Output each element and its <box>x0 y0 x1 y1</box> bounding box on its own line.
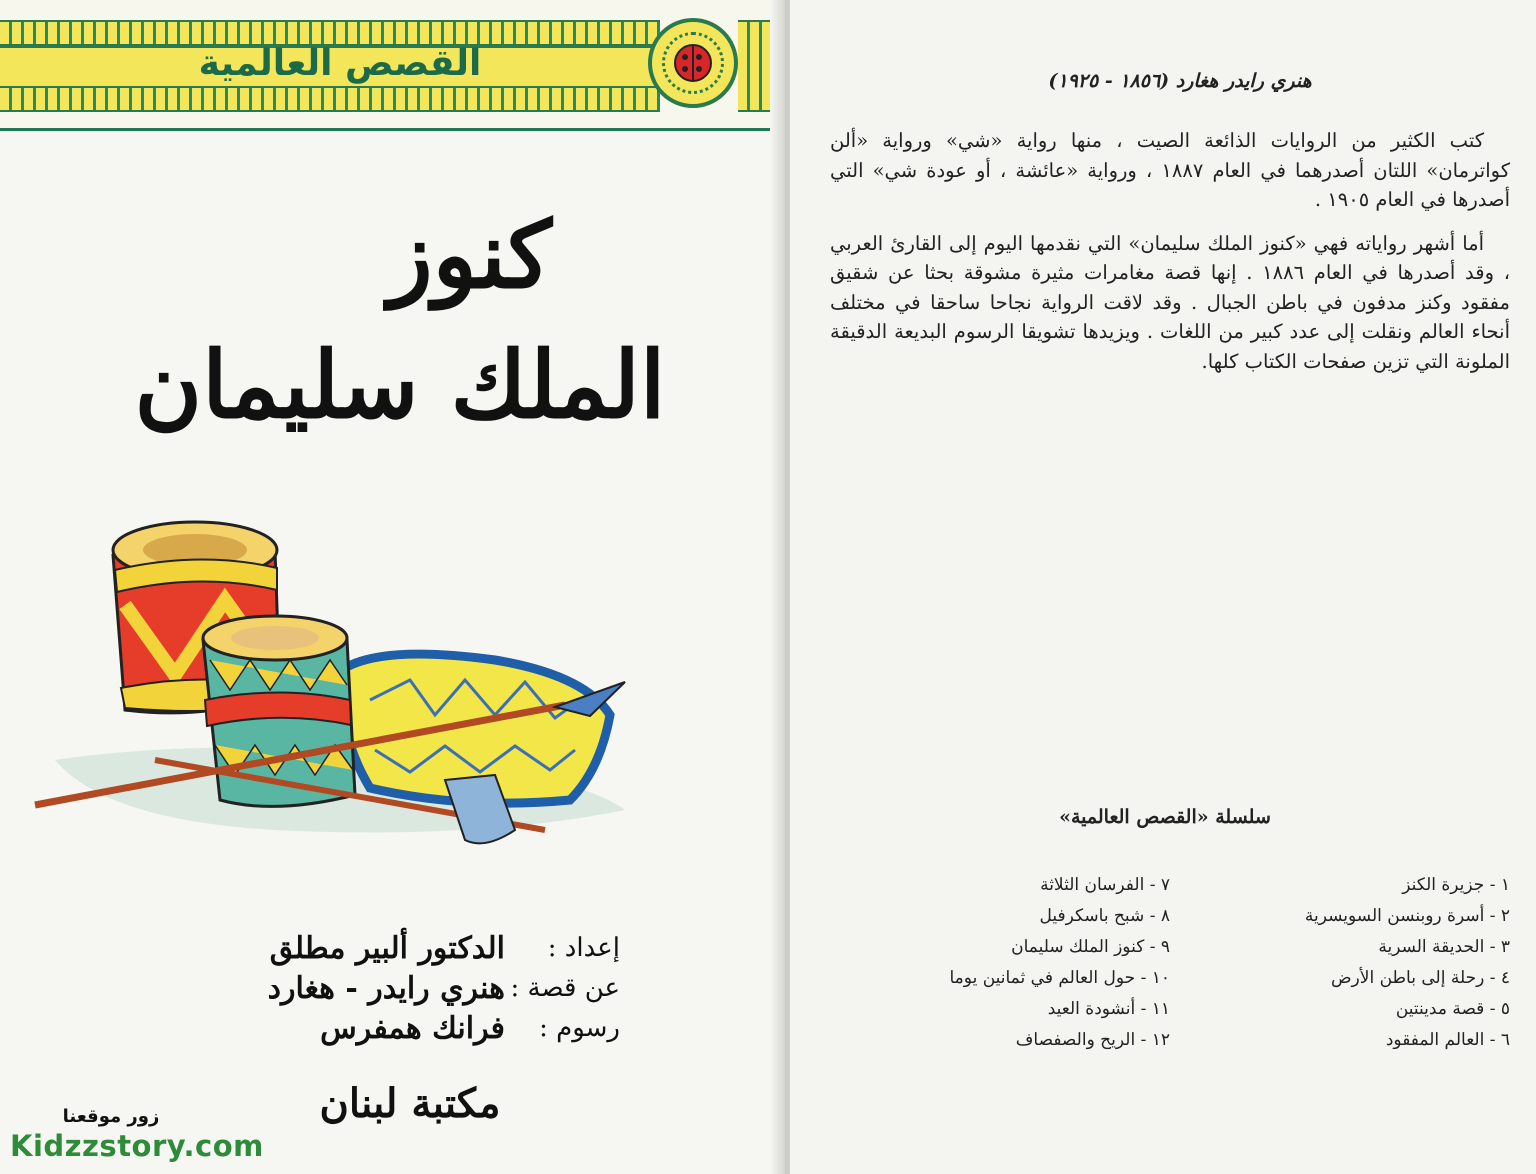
credit-label: عن قصة : <box>510 973 620 1003</box>
author-bio <box>830 126 1510 390</box>
series-list-item: ٨ - شبح باسكرفيل <box>1039 906 1170 926</box>
series-list-item: ١٠ - حول العالم في ثمانين يوما <box>949 968 1170 988</box>
series-name: القصص العالمية <box>198 43 482 84</box>
cover-credits <box>180 928 620 1048</box>
series-list-item: ١ - جزيرة الكنز <box>1402 875 1510 895</box>
credit-value: فرانك همفرس <box>320 1010 505 1046</box>
series-list-item: ٧ - الفرسان الثلاثة <box>1040 875 1170 895</box>
series-list-column-right <box>1170 870 1510 1056</box>
series-banner <box>0 0 775 131</box>
credit-row-adaptation <box>180 928 620 968</box>
author-heading: هنري رايدر هغارد (١٨٥٦ - ١٩٢٥) <box>1048 70 1312 92</box>
series-list-item: ٤ - رحلة إلى باطن الأرض <box>1331 968 1510 988</box>
book-title-line-2: الملك سليمان <box>134 331 666 439</box>
series-list-heading: سلسلة «القصص العالمية» <box>1059 806 1271 828</box>
banner-stripe-bottom <box>0 86 660 112</box>
series-list-item: ٩ - كنوز الملك سليمان <box>1011 937 1170 957</box>
bio-paragraph: كتب الكثير من الروايات الذائعة الصيت ، منها رواية «شي» ورواية «ألن كواترمان» اللتان أصدرهما في العام ١٨٨٧ ، ورواية «عائشة ، أو عودة شي» التي أصدرها في العام ١٩٠٥ . <box>830 129 1510 211</box>
series-list-item: ٦ - العالم المفقود <box>1385 1030 1510 1050</box>
series-list-item: ١٢ - الريح والصفصاف <box>1015 1030 1170 1050</box>
series-list-item: ٢ - أسرة روبنسن السويسرية <box>1304 906 1510 926</box>
watermark-arabic: زور موقعنا <box>62 1106 160 1127</box>
ladybird-logo <box>648 18 738 108</box>
small-drum-icon <box>203 616 355 806</box>
cover-illustration <box>25 510 645 870</box>
info-page <box>790 0 1536 1174</box>
credit-row-story <box>180 968 620 1008</box>
credit-value: الدكتور ألبير مطلق <box>269 930 505 966</box>
credit-row-illustrations <box>180 1008 620 1048</box>
credit-label: إعداد : <box>547 933 620 963</box>
bio-paragraph: أما أشهر رواياته فهي «كنوز الملك سليمان» التي نقدمها اليوم إلى القارئ العربي ، وقد أصدرها في العام ١٨٨٦ . إنها قصة مغامرات مثيرة مشوقة بحثا عن شقيق مفقود وكنز مدفون في باطن الجبال . وقد لاقت الرواية نجاحا ساحقا في مختلف أنحاء العالم ونقلت إلى عدد كبير من اللغات . ويزيدها تشويقا الرسوم البديعة الدقيقة الملونة التي تزين صفحات الكتاب كلها. <box>830 231 1510 373</box>
watermark-site-link[interactable]: Kidzzstory.com <box>10 1129 264 1163</box>
series-list-column-left <box>930 870 1170 1056</box>
series-list-item: ٥ - قصة مدينتين <box>1395 999 1510 1019</box>
publisher-name: مكتبة لبنان <box>319 1080 501 1127</box>
series-list-item: ٣ - الحديقة السرية <box>1378 937 1510 957</box>
book-title-line-1: كنوز <box>388 201 552 309</box>
ladybug-icon <box>674 44 712 82</box>
credit-value: هنري رايدر - هغارد <box>267 970 505 1006</box>
credit-label: رسوم : <box>539 1013 620 1043</box>
series-list-item: ١١ - أنشودة العيد <box>1047 999 1170 1019</box>
